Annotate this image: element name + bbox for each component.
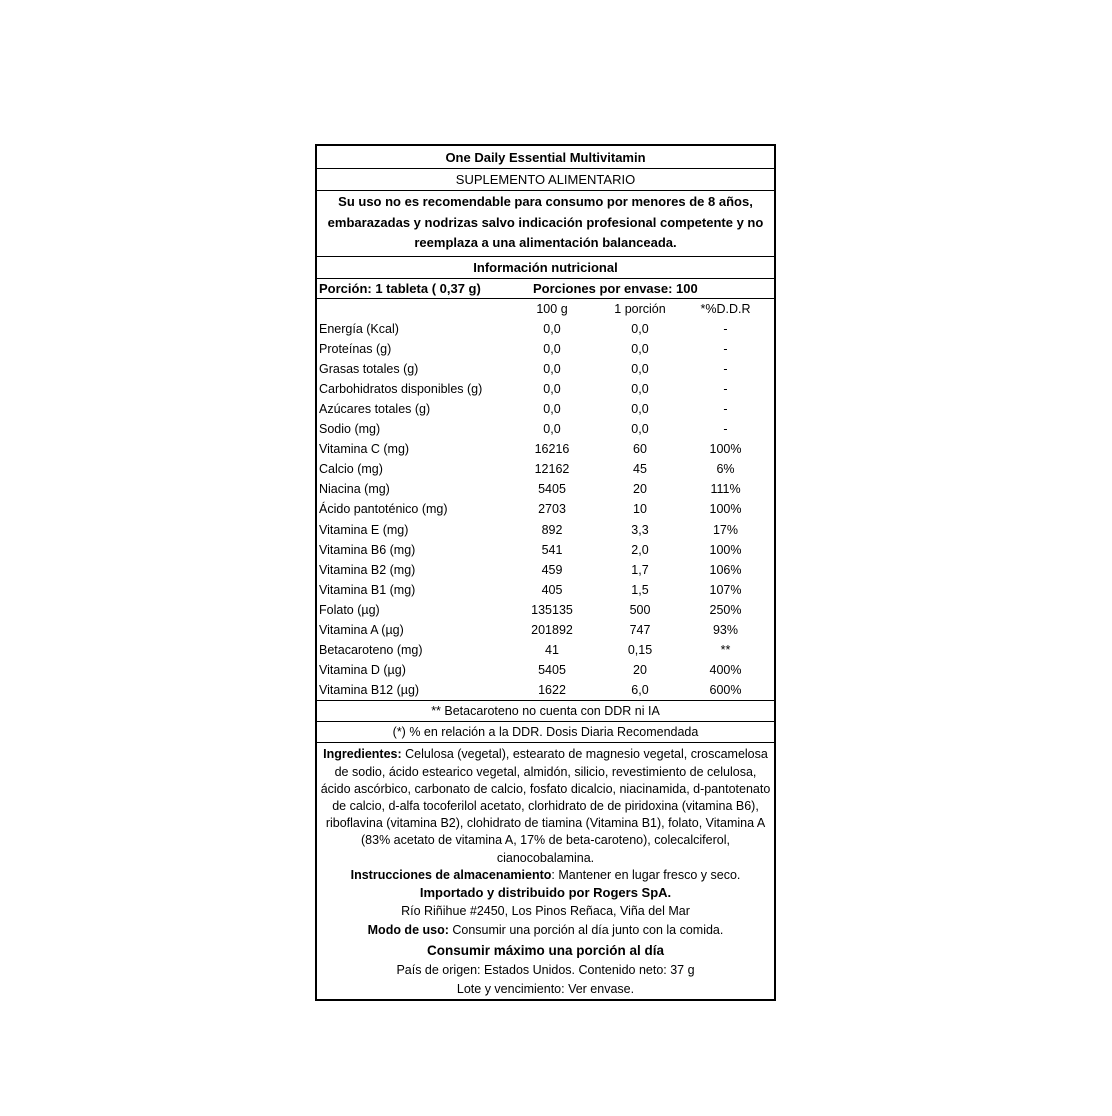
value-per-portion: 3,3 [631, 522, 649, 537]
value-per-100g: 0,0 [543, 381, 561, 396]
nutrient-name: Grasas totales (g) [319, 361, 419, 376]
ingredients-label: Ingredientes: [323, 747, 402, 762]
nutrient-name: Vitamina C (mg) [319, 442, 410, 457]
nutrient-name: Azúcares totales (g) [319, 401, 431, 416]
value-ddr: - [723, 401, 728, 416]
value-ddr: 107% [709, 582, 742, 597]
value-ddr: - [723, 321, 728, 336]
table-row [317, 560, 774, 580]
origin: País de origen: Estados Unidos. Contenido neto: 37 g [396, 963, 695, 977]
nutrient-name: Calcio (mg) [319, 462, 383, 477]
nutrient-name: Sodio (mg) [319, 422, 381, 437]
table-row [317, 419, 774, 439]
value-ddr: 600% [709, 683, 742, 698]
value-ddr: - [723, 341, 728, 356]
value-ddr: ** [720, 643, 731, 658]
value-ddr: - [723, 422, 728, 437]
table-row [317, 520, 774, 540]
ddr-note: (*) % en relación a la DDR. Dosis Diaria Recomendada [317, 722, 774, 743]
value-ddr: 106% [709, 562, 742, 577]
value-per-100g: 0,0 [543, 321, 561, 336]
value-per-100g: 5405 [538, 663, 566, 678]
value-per-portion: 20 [633, 482, 647, 497]
value-per-portion: 0,0 [631, 341, 649, 356]
value-per-100g: 459 [541, 562, 563, 577]
header-blank [317, 299, 517, 319]
value-per-100g: 0,0 [543, 422, 561, 437]
table-row [317, 359, 774, 379]
value-ddr: 100% [709, 502, 742, 517]
value-ddr: 17% [712, 522, 739, 537]
value-ddr: 111% [710, 482, 741, 497]
nutrient-name: Vitamina B12 (µg) [319, 683, 420, 698]
label-footer [317, 743, 774, 999]
value-per-portion: 1,5 [631, 582, 649, 597]
value-per-100g: 0,0 [543, 361, 561, 376]
lot-expiry: Lote y vencimiento: Ver envase. [456, 982, 635, 996]
value-per-portion: 0,0 [631, 321, 649, 336]
usage-label: Modo de uso: [367, 923, 449, 937]
nutrition-table [317, 299, 774, 701]
value-per-portion: 500 [629, 602, 651, 617]
nutrient-name: Betacaroteno (mg) [319, 643, 423, 658]
value-per-100g: 12162 [534, 462, 570, 477]
value-per-100g: 5405 [538, 482, 566, 497]
nutrition-table-section [317, 299, 774, 702]
table-row [317, 580, 774, 600]
value-per-100g: 1622 [538, 683, 566, 698]
product-category: SUPLEMENTO ALIMENTARIO [317, 169, 774, 191]
value-ddr: 6% [716, 462, 735, 477]
nutrition-info-title: Información nutricional [317, 257, 774, 279]
storage-text: : Mantener en lugar fresco y seco. [551, 867, 741, 882]
value-per-portion: 0,0 [631, 381, 649, 396]
nutrient-name: Energía (Kcal) [319, 321, 399, 336]
usage-text: Consumir una porción al día junto con la comida. [448, 923, 724, 937]
nutrient-name: Vitamina E (mg) [319, 522, 409, 537]
value-per-100g: 16216 [534, 442, 570, 457]
value-per-portion: 45 [633, 462, 647, 477]
value-ddr: 93% [712, 623, 739, 637]
storage-block [317, 867, 774, 884]
nutrient-name: Vitamina A (µg) [319, 623, 404, 637]
table-row [317, 459, 774, 479]
value-ddr: 400% [709, 663, 742, 678]
nutrient-name: Vitamina B1 (mg) [319, 582, 416, 597]
serving-info [317, 279, 774, 299]
table-row [317, 620, 774, 640]
table-row [317, 379, 774, 399]
table-row [317, 319, 774, 339]
nutrient-name: Niacina (mg) [319, 482, 390, 497]
value-per-100g: 0,0 [543, 401, 561, 416]
value-per-100g: 201892 [531, 623, 573, 637]
value-per-portion: 0,0 [631, 401, 649, 416]
nutrient-name: Vitamina B2 (mg) [319, 562, 416, 577]
warning-text: Su uso no es recomendable para consumo por menores de 8 años, embarazadas y nodrizas salvo indicación profesional competente y no reemplaza a una alimentación balanceada. [317, 191, 774, 257]
importer: Importado y distribuido por Rogers SpA. [419, 885, 672, 900]
nutrient-name: Vitamina B6 (mg) [319, 542, 416, 557]
value-per-100g: 0,0 [543, 341, 561, 356]
value-per-portion: 0,0 [631, 422, 649, 437]
usage-block [317, 921, 774, 940]
table-row [317, 660, 774, 680]
value-ddr: 100% [709, 442, 742, 457]
table-row [317, 399, 774, 419]
table-row [317, 640, 774, 660]
column-header-ddr: *%D.D.R [700, 301, 751, 316]
table-row [317, 339, 774, 359]
betacaroteno-note: ** Betacaroteno no cuenta con DDR ni IA [317, 701, 774, 722]
table-row [317, 540, 774, 560]
value-per-100g: 135135 [531, 602, 573, 617]
nutrition-label [315, 144, 776, 1001]
product-title: One Daily Essential Multivitamin [317, 146, 774, 169]
table-row [317, 499, 774, 519]
value-per-portion: 10 [633, 502, 647, 517]
value-ddr: - [723, 361, 728, 376]
storage-label: Instrucciones de almacenamiento [350, 867, 552, 882]
table-row [317, 439, 774, 459]
value-per-portion: 6,0 [631, 683, 649, 698]
nutrient-name: Proteínas (g) [319, 341, 392, 356]
column-header-portion: 1 porción [614, 301, 666, 316]
address: Río Riñihue #2450, Los Pinos Reñaca, Viña del Mar [401, 904, 690, 918]
value-per-portion: 0,0 [631, 361, 649, 376]
nutrient-name: Vitamina D (µg) [319, 663, 406, 678]
nutrient-name: Carbohidratos disponibles (g) [319, 381, 483, 396]
value-ddr: 250% [709, 602, 742, 617]
nutrient-name: Folato (µg) [319, 602, 380, 617]
table-header-row [317, 299, 774, 319]
nutrition-table-body [317, 319, 774, 701]
column-header-100g: 100 g [536, 301, 568, 316]
value-per-portion: 0,15 [627, 643, 653, 658]
value-ddr: 100% [709, 542, 742, 557]
value-per-portion: 1,7 [631, 562, 649, 577]
value-per-100g: 892 [541, 522, 563, 537]
value-per-portion: 60 [633, 442, 647, 457]
servings-per-container: Porciones por envase: 100 [533, 280, 698, 296]
value-per-portion: 20 [633, 663, 647, 678]
value-per-100g: 2703 [538, 502, 566, 517]
ingredients-text: Celulosa (vegetal), estearato de magnesio vegetal, croscamelosa de sodio, ácido estearico vegetal, almidón, silicio, revestimiento de celulosa, ácido ascórbico, carbonato de calcio, fosfato dicalcio, niacinamida, d-pantotenato de calcio, d-alfa tocoferilol acetato, clorhidrato de de piridoxina (vitamina B6), riboflavina (vitamina B2), clohidrato de tiamina (Vitamina B1), folato, Vitamina A (83% acetato de vitamina A, 17% de beta-caroteno), colecalciferol, cianocobalamina. [320, 747, 771, 865]
table-row [317, 600, 774, 620]
value-per-100g: 41 [545, 643, 559, 658]
table-row [317, 479, 774, 499]
ingredients-block [317, 743, 774, 866]
value-ddr: - [723, 381, 728, 396]
value-per-portion: 2,0 [631, 542, 649, 557]
serving-size: Porción: 1 tableta ( 0,37 g) [319, 280, 481, 296]
value-per-100g: 541 [541, 542, 563, 557]
nutrient-name: Ácido pantoténico (mg) [319, 502, 448, 517]
value-per-100g: 405 [541, 582, 563, 597]
table-row [317, 680, 774, 700]
value-per-portion: 747 [629, 623, 651, 637]
max-portion: Consumir máximo una porción al día [426, 943, 665, 958]
